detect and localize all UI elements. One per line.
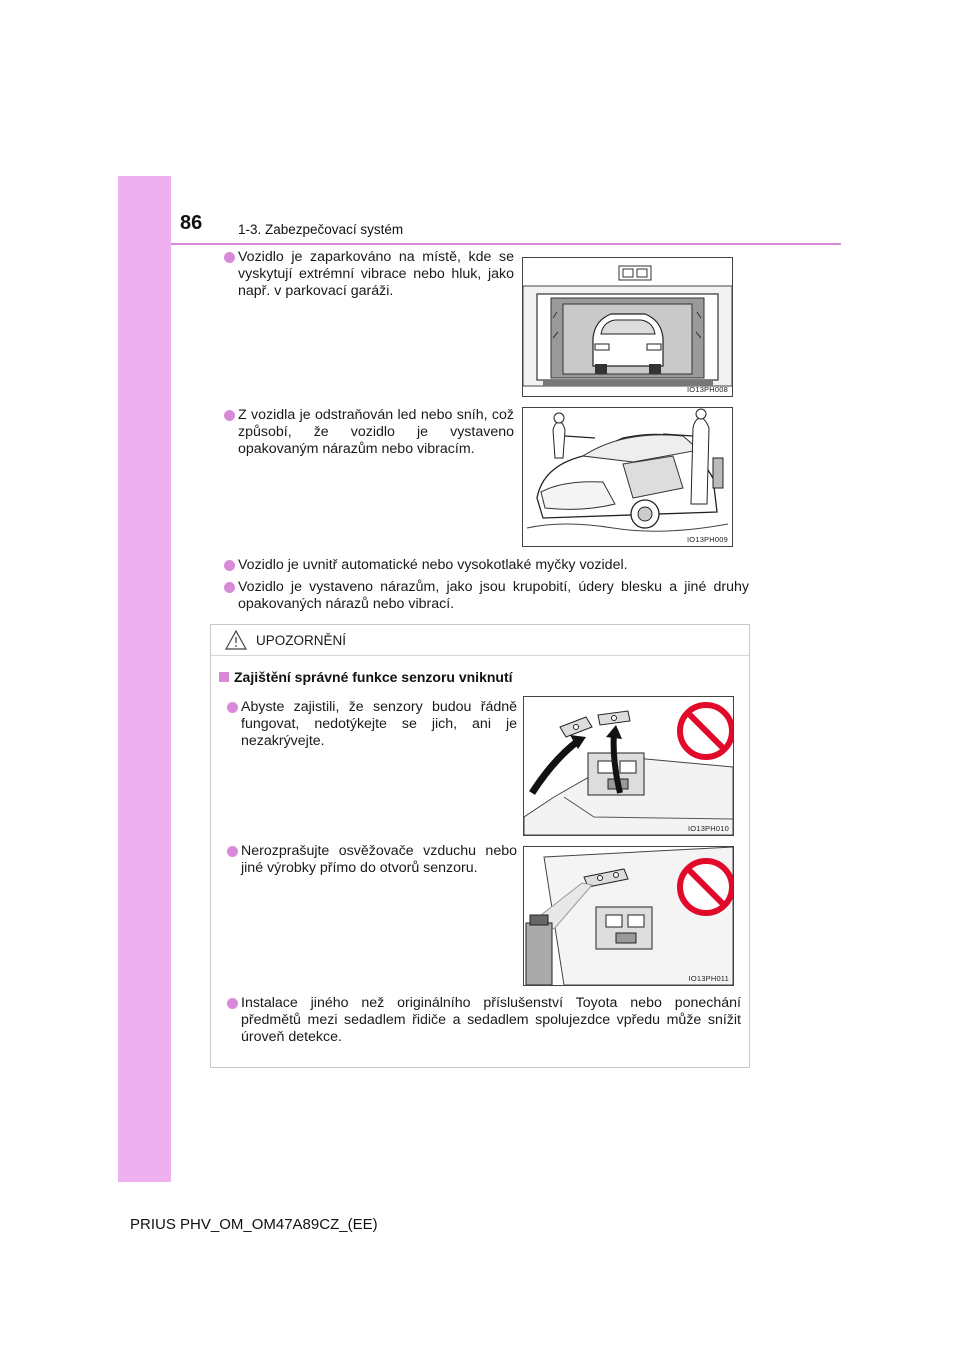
document-code: PRIUS PHV_OM_OM47A89CZ_(EE) xyxy=(130,1216,378,1233)
bullet-text: Abyste zajistili, že senzory budou řádně fungovat, nedotýkejte se jich, ani je nezakrývejte. xyxy=(241,699,517,749)
warning-header xyxy=(211,625,749,656)
list-item xyxy=(227,843,517,877)
bullet-text: Nerozprašujte osvěžovače vzduchu nebo jiné výrobky přímo do otvorů senzoru. xyxy=(241,843,517,876)
warning-title: UPOZORNĚNÍ xyxy=(256,633,347,648)
figure-code: IO13PH011 xyxy=(688,974,729,983)
warning-subheading-text: Zajištění správné funkce senzoru vniknutí xyxy=(234,669,513,685)
bullet-dot-icon xyxy=(224,560,235,571)
list-item xyxy=(224,249,514,300)
list-item xyxy=(224,557,749,574)
warning-triangle-icon xyxy=(225,630,247,650)
list-item xyxy=(224,407,514,458)
side-tab-strip xyxy=(118,176,171,1182)
bullet-text: Instalace jiného než originálního příslušenství Toyota nebo ponechání předmětů mezi sedadlem řidiče a sedadlem spolujezdce vpředu může snížit úroveň detekce. xyxy=(241,995,741,1045)
warning-box xyxy=(210,624,750,1068)
warning-subheading xyxy=(219,669,513,685)
spray-illustration xyxy=(523,846,734,986)
list-item xyxy=(224,579,749,613)
bullet-text: Vozidlo je uvnitř automatické nebo vysokotlaké myčky vozidel. xyxy=(238,557,628,573)
bullet-text: Z vozidla je odstraňován led nebo sníh, což způsobí, že vozidlo je vystaveno opakovaným nárazům nebo vibracím. xyxy=(238,407,514,457)
bullet-dot-icon xyxy=(224,582,235,593)
bullet-text: Vozidlo je zaparkováno na místě, kde se vyskytují extrémní vibrace nebo hluk, jako např. v parkovací garáži. xyxy=(238,249,514,299)
header-divider xyxy=(171,243,841,245)
list-item xyxy=(227,995,741,1046)
figure-code: IO13PH008 xyxy=(687,385,728,394)
car-wash-illustration xyxy=(522,257,733,397)
snow-removal-illustration xyxy=(522,407,733,547)
list-item xyxy=(227,699,517,750)
bullet-text: Vozidlo je vystaveno nárazům, jako jsou krupobití, údery blesku a jiné druhy opakovaných nárazů nebo vibrací. xyxy=(238,579,749,612)
bullet-dot-icon xyxy=(224,410,235,421)
bullet-dot-icon xyxy=(227,998,238,1009)
bullet-dot-icon xyxy=(227,702,238,713)
sensor-touch-illustration xyxy=(523,696,734,836)
square-bullet-icon xyxy=(219,672,229,682)
page-number: 86 xyxy=(180,212,203,234)
figure-code: IO13PH009 xyxy=(687,535,728,544)
chapter-title: 1-3. Zabezpečovací systém xyxy=(238,222,404,237)
figure-code: IO13PH010 xyxy=(688,824,729,833)
bullet-dot-icon xyxy=(227,846,238,857)
bullet-dot-icon xyxy=(224,252,235,263)
